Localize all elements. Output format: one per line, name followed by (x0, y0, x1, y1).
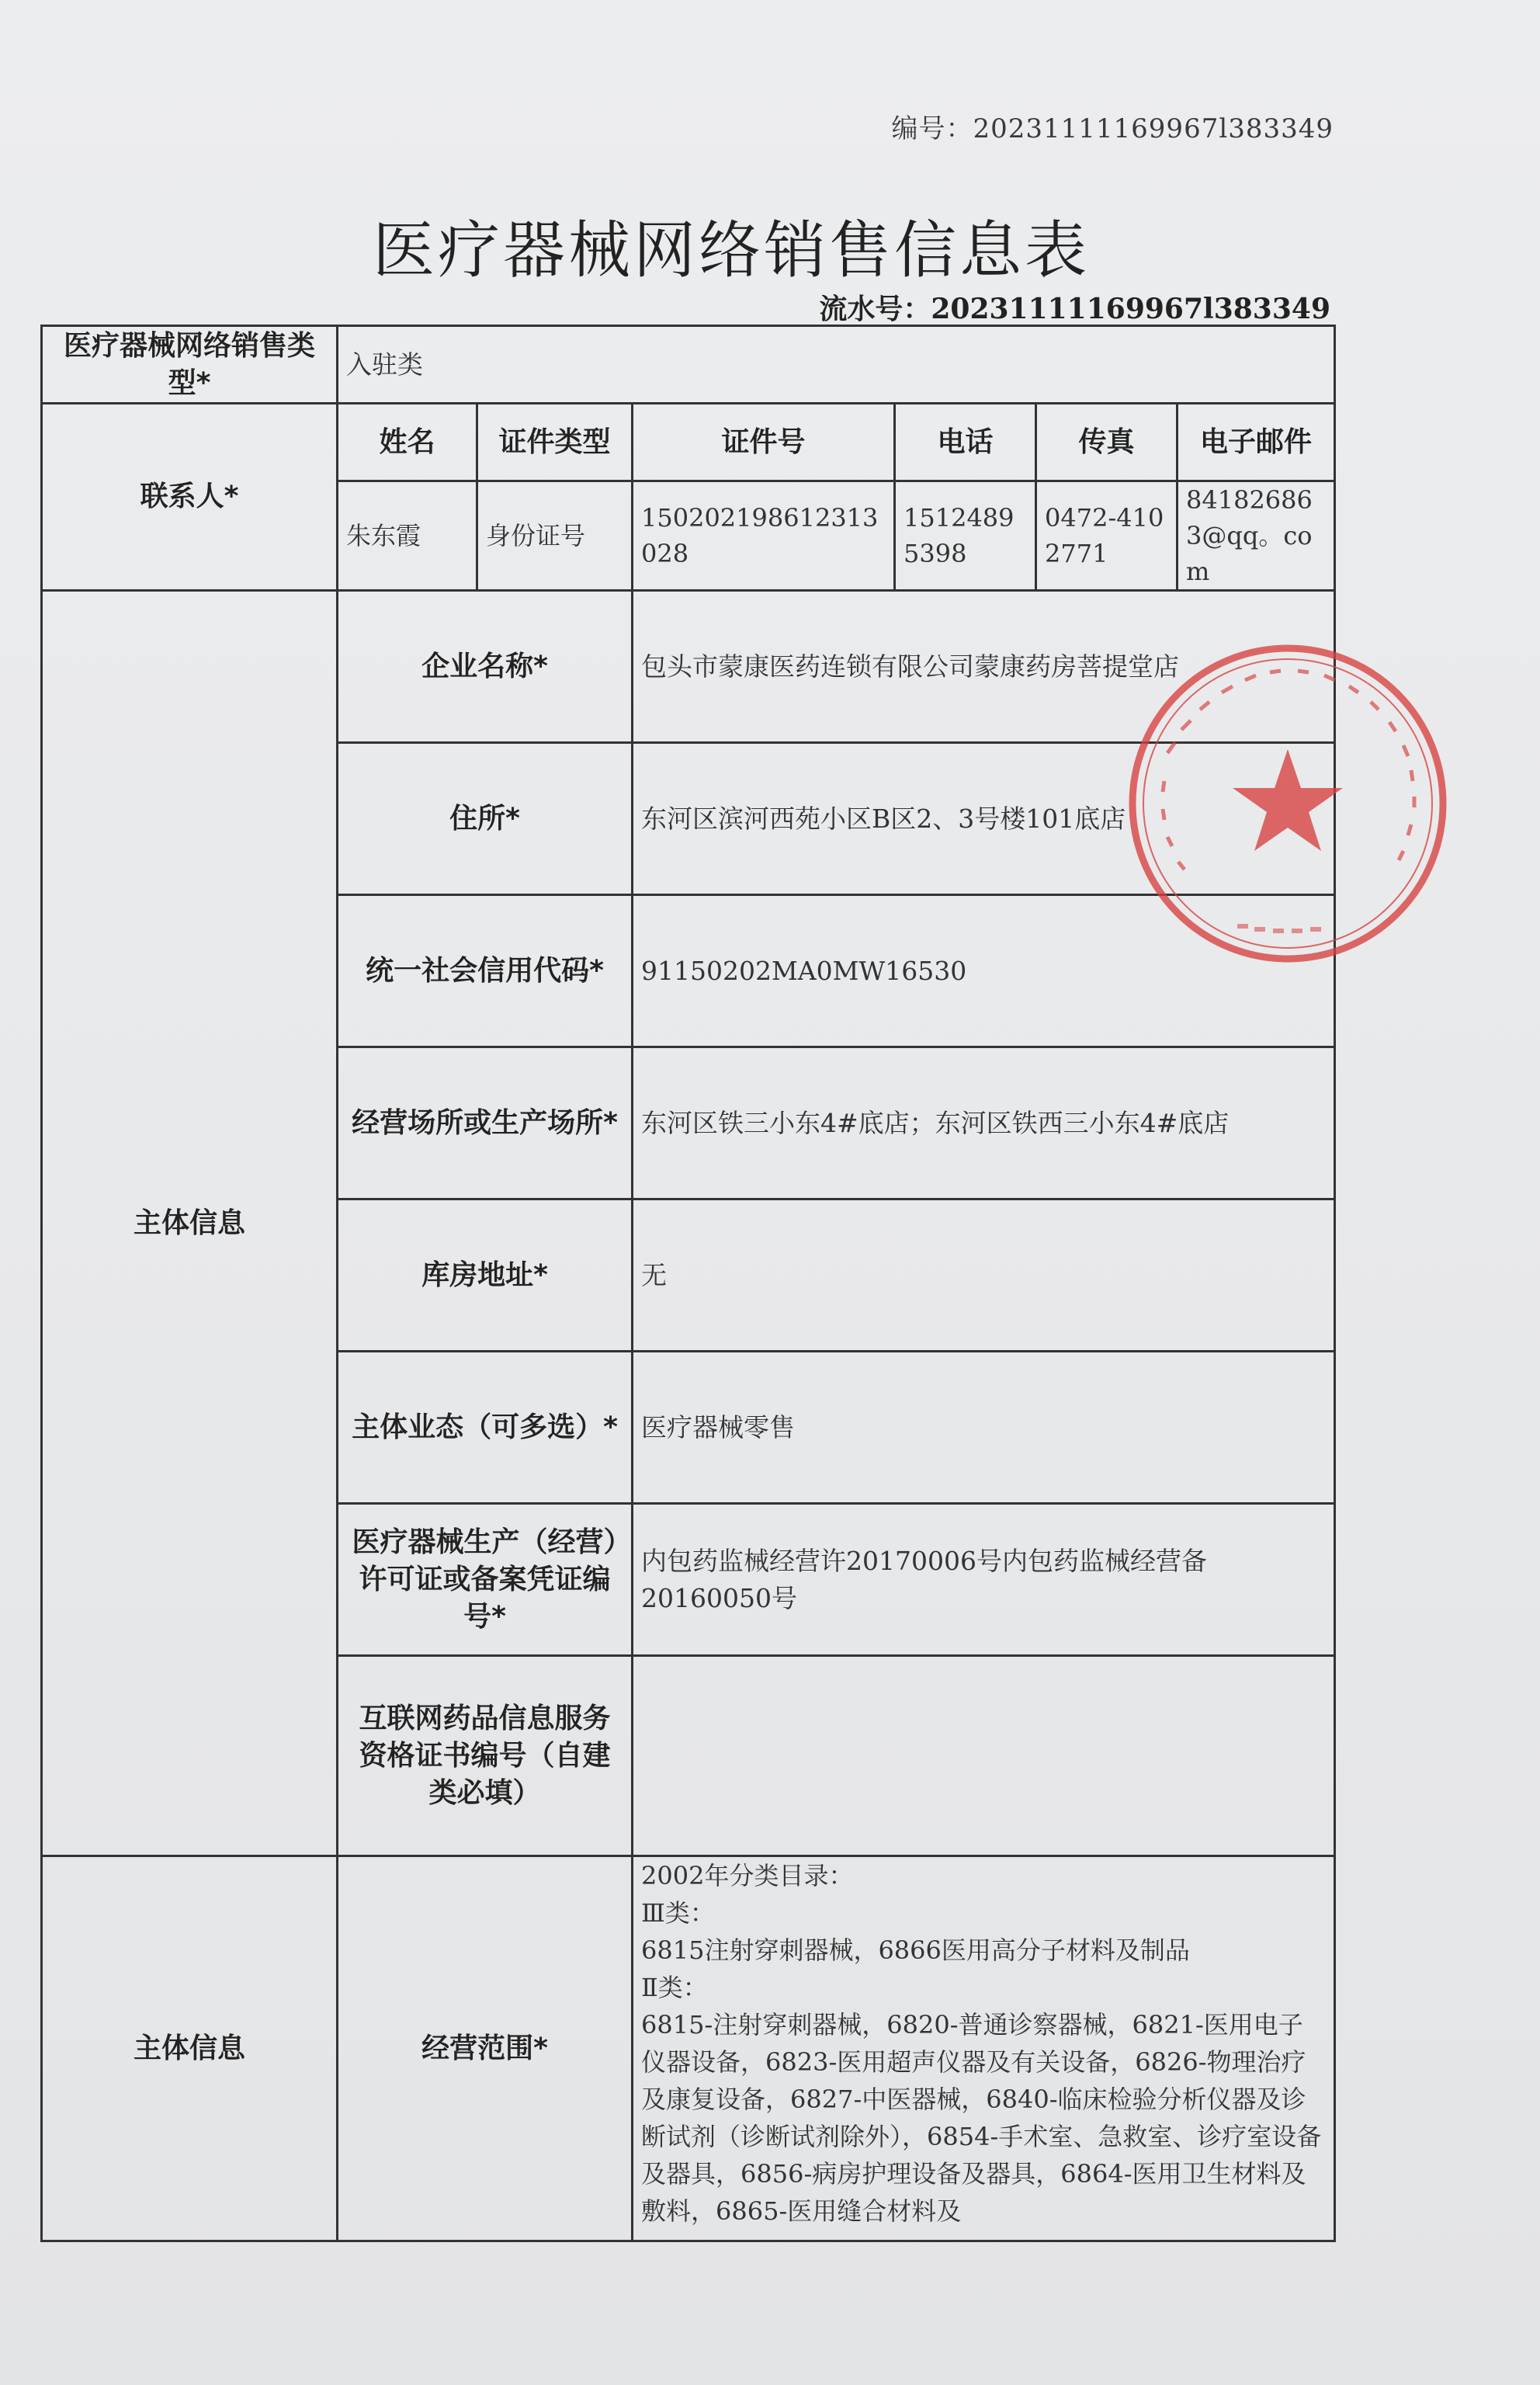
contact-col-fax: 传真 (1036, 404, 1178, 481)
scope-section-label: 主体信息 (42, 1856, 338, 2241)
contact-label: 联系人* (42, 404, 338, 591)
document-number: 编号：20231111169967l383349 (891, 113, 1334, 144)
address-value: 东河区滨河西苑小区B区2、3号楼101底店 (633, 743, 1335, 895)
license-label: 医疗器械生产（经营）许可证或备案凭证编号* (338, 1504, 633, 1656)
scope-row (42, 1856, 1335, 2241)
scope-line: 2002年分类目录： (641, 1861, 854, 1890)
premises-label: 经营场所或生产场所* (338, 1047, 633, 1199)
scope-line: Ⅲ类： (641, 1898, 715, 1928)
scope-line: 6815注射穿刺器械，6866医用高分子材料及制品 (641, 1935, 1190, 1965)
company-name-value: 包头市蒙康医药连锁有限公司蒙康药房菩提堂店 (633, 591, 1335, 743)
internet-cert-label: 互联网药品信息服务资格证书编号（自建类必填） (338, 1656, 633, 1856)
sales-type-value: 入驻类 (338, 326, 1335, 404)
credit-code-value: 91150202MA0MW16530 (633, 895, 1335, 1047)
internet-cert-value (633, 1656, 1335, 1856)
entity-section-label: 主体信息 (42, 591, 338, 1856)
license-value: 内包药监械经营许20170006号内包药监械经营备20160050号 (633, 1504, 1335, 1656)
contact-col-id-type: 证件类型 (477, 404, 633, 481)
business-type-value: 医疗器械零售 (633, 1352, 1335, 1504)
sales-info-table (40, 325, 1336, 2242)
contact-col-name: 姓名 (338, 404, 477, 481)
contact-fax: 0472-4102771 (1036, 481, 1178, 591)
scope-value (633, 1856, 1335, 2241)
business-type-label: 主体业态（可多选）* (338, 1352, 633, 1504)
premises-value: 东河区铁三小东4#底店；东河区铁西三小东4#底店 (633, 1047, 1335, 1199)
contact-id-type: 身份证号 (477, 481, 633, 591)
scope-label: 经营范围* (338, 1856, 633, 2241)
warehouse-label: 库房地址* (338, 1199, 633, 1352)
company-name-label: 企业名称* (338, 591, 633, 743)
contact-col-phone: 电话 (895, 404, 1036, 481)
page-title: 医疗器械网络销售信息表 (373, 214, 1090, 286)
contact-col-email: 电子邮件 (1178, 404, 1335, 481)
contact-name: 朱东霞 (338, 481, 477, 591)
address-label: 住所* (338, 743, 633, 895)
entity-row (42, 591, 1335, 743)
credit-code-label: 统一社会信用代码* (338, 895, 633, 1047)
serial-number: 流水号：20231111169967l383349 (819, 293, 1330, 325)
scope-line: 6815-注射穿刺器械，6820-普通诊察器械，6821-医用电子仪器设备，6823-医用超声仪器及有关设备，6826-物理治疗及康复设备，6827-中医器械，6840-临床检验分析仪器及诊断试剂（诊断试剂除外），6854-手术室、急救室、诊疗室设备及器具，6856-病房护理设备及器具，6864-医用卫生材料及敷料，6865-医用缝合材料及 (641, 2010, 1322, 2226)
warehouse-value: 无 (633, 1199, 1335, 1352)
contact-phone: 15124895398 (895, 481, 1036, 591)
sales-type-label: 医疗器械网络销售类型* (42, 326, 338, 404)
contact-id-number: 150202198612313028 (633, 481, 895, 591)
contact-col-id-number: 证件号 (633, 404, 895, 481)
contact-email: 841826863@qq。com (1178, 481, 1335, 591)
scope-line: Ⅱ类： (641, 1973, 708, 2002)
sales-type-row (42, 326, 1335, 404)
contact-header-row (42, 404, 1335, 481)
